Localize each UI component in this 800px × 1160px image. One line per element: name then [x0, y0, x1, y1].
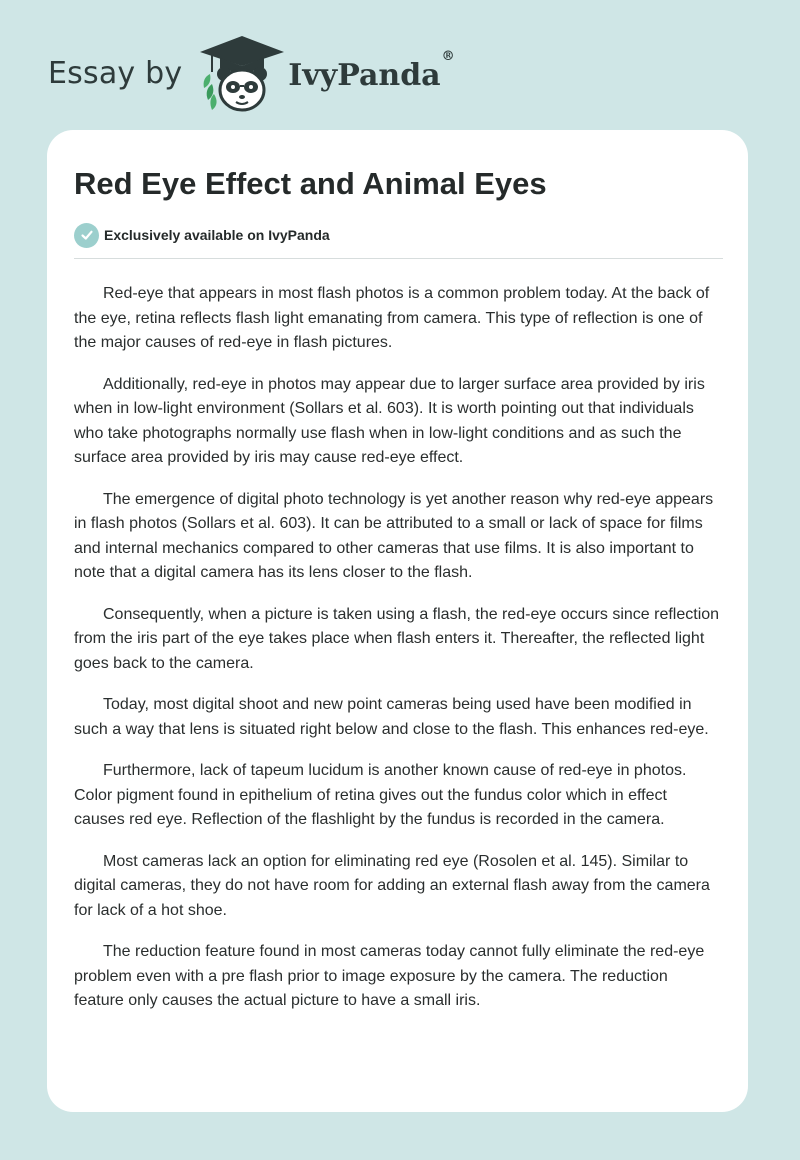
exclusive-badge — [74, 222, 721, 248]
paragraph: Today, most digital shoot and new point cameras being used have been modified in such a way that lens is situated right below and close to the flash. This enhances red-eye. — [74, 696, 709, 738]
title-divider — [74, 258, 723, 259]
brand-name[interactable]: IvyPanda® — [288, 49, 455, 93]
paragraph: Additionally, red-eye in photos may appear due to larger surface area provided by iris when in low-light environment (Sollars et al. 603). It is worth pointing out that individuals who take photographs normally use flash when in low-light conditions and as such the surface area provided by iris may cause red-eye effect. — [74, 375, 705, 466]
paragraph: Most cameras lack an option for eliminating red eye (Rosolen et al. 145). Similar to digital cameras, they do not have room for adding an external flash away from the camera for lack of a hot shoe. — [74, 852, 710, 919]
paragraph: The reduction feature found in most cameras today cannot fully eliminate the red-eye problem even with a pre flash prior to image exposure by the camera. The reduction feature only causes the actual picture to have a small iris. — [74, 943, 705, 1009]
check-icon — [74, 223, 99, 248]
essay-body — [74, 282, 721, 1014]
panda-logo-icon[interactable] — [198, 34, 286, 114]
paragraph: Red-eye that appears in most flash photos is a common problem today. At the back of the eye, retina reflects flash light emanating from camera. This type of reflection is one of the major causes of red-eye in flash pictures. — [74, 285, 710, 351]
paragraph: The emergence of digital photo technology is yet another reason why red-eye appears in flash photos (Sollars et al. 603). It can be attributed to a small or lack of space for films and internal mechanics compared to other cameras that use films. It is also important to note that a digital camera has its lens closer to the flash. — [74, 490, 714, 581]
essay-card — [47, 130, 748, 1112]
exclusive-badge-label: Exclusively available on IvyPanda — [104, 227, 330, 243]
site-header — [48, 34, 455, 114]
page-title: Red Eye Effect and Animal Eyes — [74, 166, 547, 201]
paragraph: Consequently, when a picture is taken using a flash, the red-eye occurs since reflection from the iris part of the eye takes place when flash enters it. Thereafter, the reflected light goes back to the camera. — [74, 605, 720, 672]
essay-by-label: Essay by — [48, 56, 183, 91]
paragraph: Furthermore, lack of tapeum lucidum is another known cause of red-eye in photos. Color pigment found in epithelium of retina gives out the fundus color which in effect causes red eye. Reflection of the flashlight by the fundus is recorded in the camera. — [74, 762, 687, 828]
registered-mark: ® — [441, 49, 455, 64]
